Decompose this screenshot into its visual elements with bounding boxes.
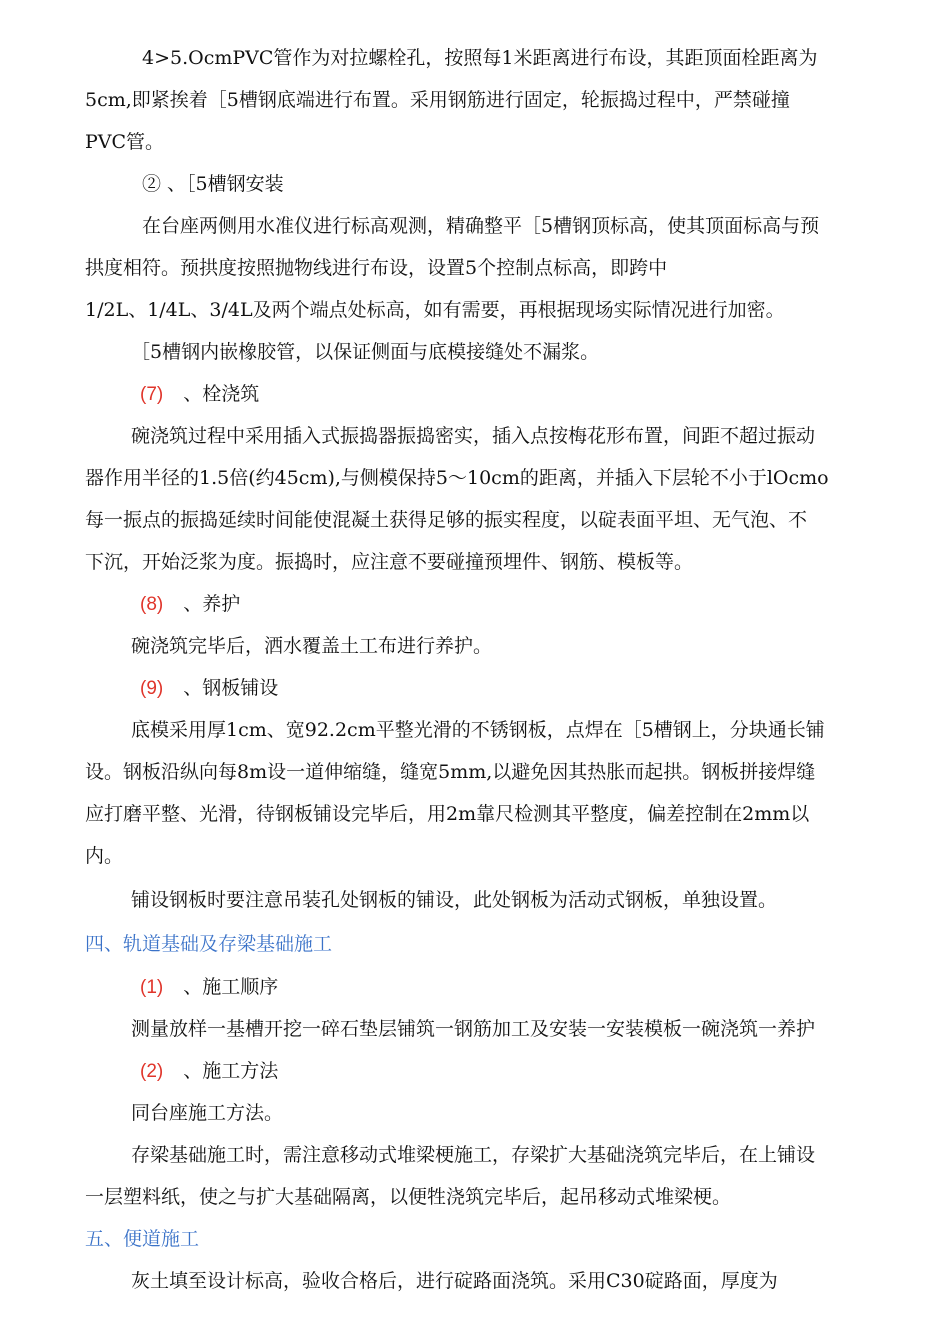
subsection-heading: [140, 679, 278, 698]
paragraph-line: 铺设钢板时要注意吊装孔处钢板的铺设，此处钢板为活动式钢板，单独设置。: [131, 889, 778, 911]
paragraph-line: 1/2L、1/4L、3/4L及两个端点处标高，如有需要，再根据现场实际情况进行加密。: [85, 299, 785, 321]
paragraph-line: 每一振点的振捣延续时间能使混凝土获得足够的振实程度，以碇表面平坦、无气泡、不: [85, 509, 808, 531]
item-title: 、栓浇筑: [183, 383, 260, 405]
paragraph-line: 设。钢板沿纵向每8m设一道伸缩缝，缝宽5mm,以避免因其热胀而起拱。钢板拼接焊缝: [85, 761, 816, 783]
paragraph-line: 灰土填至设计标高，验收合格后，进行碇路面浇筑。采用C30碇路面，厚度为: [131, 1270, 778, 1292]
item-number: (9): [140, 678, 164, 699]
item-title: 、施工顺序: [183, 976, 279, 998]
paragraph-line: 拱度相符。预拱度按照抛物线进行布设，设置5个控制点标高，即跨中: [85, 257, 668, 279]
section-heading: 五、便道施工: [85, 1228, 200, 1250]
subsection-heading: [140, 978, 278, 997]
paragraph-line: PVC管。: [85, 131, 165, 153]
paragraph-line: ［5槽钢内嵌橡胶管，以保证侧面与底模接缝处不漏浆。: [131, 341, 600, 363]
item-title: 、钢板铺设: [183, 677, 279, 699]
paragraph-line: 下沉，开始泛浆为度。振捣时，应注意不要碰撞预埋件、钢筋、模板等。: [85, 551, 694, 573]
section-heading: 四、轨道基础及存梁基础施工: [85, 933, 333, 955]
subsection-heading: [140, 1062, 278, 1081]
paragraph-line: 应打磨平整、光滑，待钢板铺设完毕后，用2m靠尺检测其平整度，偏差控制在2mm以: [85, 803, 810, 825]
subsection-heading: [140, 595, 240, 614]
paragraph-line: 碗浇筑完毕后，洒水覆盖土工布进行养护。: [131, 635, 493, 657]
paragraph-line: 内。: [85, 845, 124, 867]
paragraph-line: 4>5.OcmPVC管作为对拉螺栓孔，按照每1米距离进行布设，其距顶面栓距离为: [142, 47, 818, 69]
item-title: 、施工方法: [183, 1060, 279, 1082]
paragraph-line: 碗浇筑过程中采用插入式振捣器振捣密实，插入点按梅花形布置，间距不超过振动: [131, 425, 816, 447]
paragraph-line: 同台座施工方法。: [131, 1102, 284, 1124]
item-title: 、养护: [183, 593, 241, 615]
item-number: (7): [140, 384, 164, 405]
paragraph-line: 器作用半径的1.5倍(约45cm),与侧模保持5〜10cm的距离，并插入下层轮不小于lOcmo: [85, 467, 829, 489]
paragraph-line: 底模采用厚1cm、宽92.2cm平整光滑的不锈钢板，点焊在［5槽钢上，分块通长铺: [131, 719, 825, 741]
subsection-heading: ② 、［5槽钢安装: [142, 173, 284, 195]
paragraph-line: 存梁基础施工时，需注意移动式堆梁梗施工，存梁扩大基础浇筑完毕后，在上铺设: [131, 1144, 816, 1166]
item-number: (2): [140, 1061, 164, 1082]
item-number: (8): [140, 594, 164, 615]
paragraph-line: 一层塑料纸，使之与扩大基础隔离，以便牲浇筑完毕后，起吊移动式堆梁梗。: [85, 1186, 732, 1208]
item-number: (1): [140, 977, 164, 998]
paragraph-line: 5cm,即紧挨着［5槽钢底端进行布置。采用钢筋进行固定，轮振捣过程中，严禁碰撞: [85, 89, 790, 111]
subsection-heading: [140, 385, 259, 404]
paragraph-line: 在台座两侧用水准仪进行标高观测，精确整平［5槽钢顶标高，使其顶面标高与预: [142, 215, 820, 237]
paragraph-line: 测量放样一基槽开挖一碎石垫层铺筑一钢筋加工及安装一安装模板一碗浇筑一养护: [131, 1018, 816, 1040]
